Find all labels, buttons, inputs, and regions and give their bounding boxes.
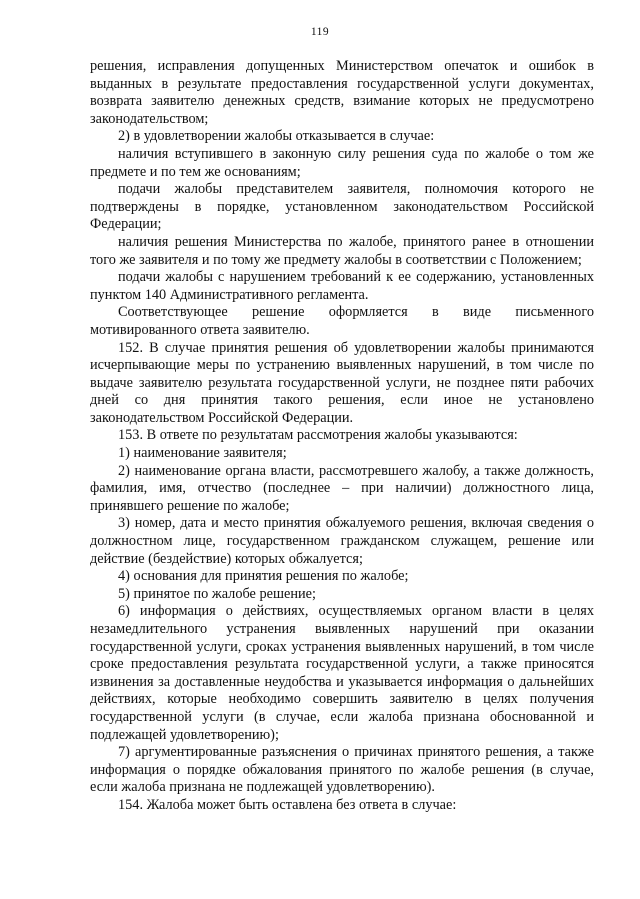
paragraph-154: 154. Жалоба может быть оставлена без ответа в случае:	[118, 796, 457, 813]
list-item-1: 1) наименование заявителя;	[118, 445, 287, 462]
paragraph-153: 153. В ответе по результатам рассмотрения жалобы указываются:	[118, 427, 518, 444]
list-item-2: 2) наименование органа власти, рассмотревшего жалобу, а также должность, фамилия, имя, отчество (последнее – при наличии) должностного лица, принявшего решение по жалобе;	[90, 462, 594, 514]
page-number: 119	[310, 26, 330, 38]
list-item-6: 6) информация о действиях, осуществляемых органом власти в целях незамедлительного устранения выявленных нарушений при оказании государственной услуги, сроках устранения выявленных нарушений, в том числе сроке предоставления результата государственной услуги, а также приносятся извинения за доставленные неудобства и указывается информация о дальнейших действиях, которые необходимо совершить заявителю в целях получения государственной услуги (в случае, если жалоба признана обоснованной и подлежащей удовлетворению);	[90, 603, 594, 743]
paragraph-court-decision: наличия вступившего в законную силу решения суда по жалобе о том же предмете и по тем же основаниям;	[90, 145, 594, 180]
list-item-4: 4) основания для принятия решения по жалобе;	[118, 568, 409, 585]
paragraph-ministry-decision: наличия решения Министерства по жалобе, принятого ранее в отношении того же заявителя и по тому же предмету жалобы в соответствии с Положением;	[90, 233, 594, 268]
paragraph-representative: подачи жалобы представителем заявителя, полномочия которого не подтверждены в порядке, установленном законодательством Российской Федерации;	[90, 181, 594, 233]
paragraph-152: 152. В случае принятия решения об удовлетворении жалобы принимаются исчерпывающие меры по устранению выявленных нарушений, в том числе по выдаче заявителю результата государственной услуги, не позднее пяти рабочих дней со дня принятия такого решения, если иное не установлено законодательством Российской Федерации.	[90, 339, 594, 426]
document-body	[90, 58, 594, 815]
paragraph-written-answer: Соответствующее решение оформляется в виде письменного мотивированного ответа заявителю.	[90, 304, 594, 338]
paragraph-refusal-cases: 2) в удовлетворении жалобы отказывается в случае:	[118, 128, 435, 145]
paragraph-continuation: решения, исправления допущенных Министерством опечаток и ошибок в выданных в результате предоставления государственной услуги документах, возврата заявителю денежных средств, взимание которых не предусмотрено законодательством;	[90, 58, 594, 127]
list-item-3: 3) номер, дата и место принятия обжалуемого решения, включая сведения о должностном лице, государственном гражданском служащем, решение или действие (бездействие) которых обжалуется;	[90, 515, 594, 567]
list-item-5: 5) принятое по жалобе решение;	[118, 585, 316, 602]
list-item-7: 7) аргументированные разъяснения о причинах принятого решения, а также информация о порядке обжалования принятого по жалобе решения (в случае, если жалоба признана не подлежащей удовлетворению).	[90, 744, 594, 796]
paragraph-requirements-violation: подачи жалобы с нарушением требований к ее содержанию, установленных пунктом 140 Административного регламента.	[90, 269, 594, 303]
